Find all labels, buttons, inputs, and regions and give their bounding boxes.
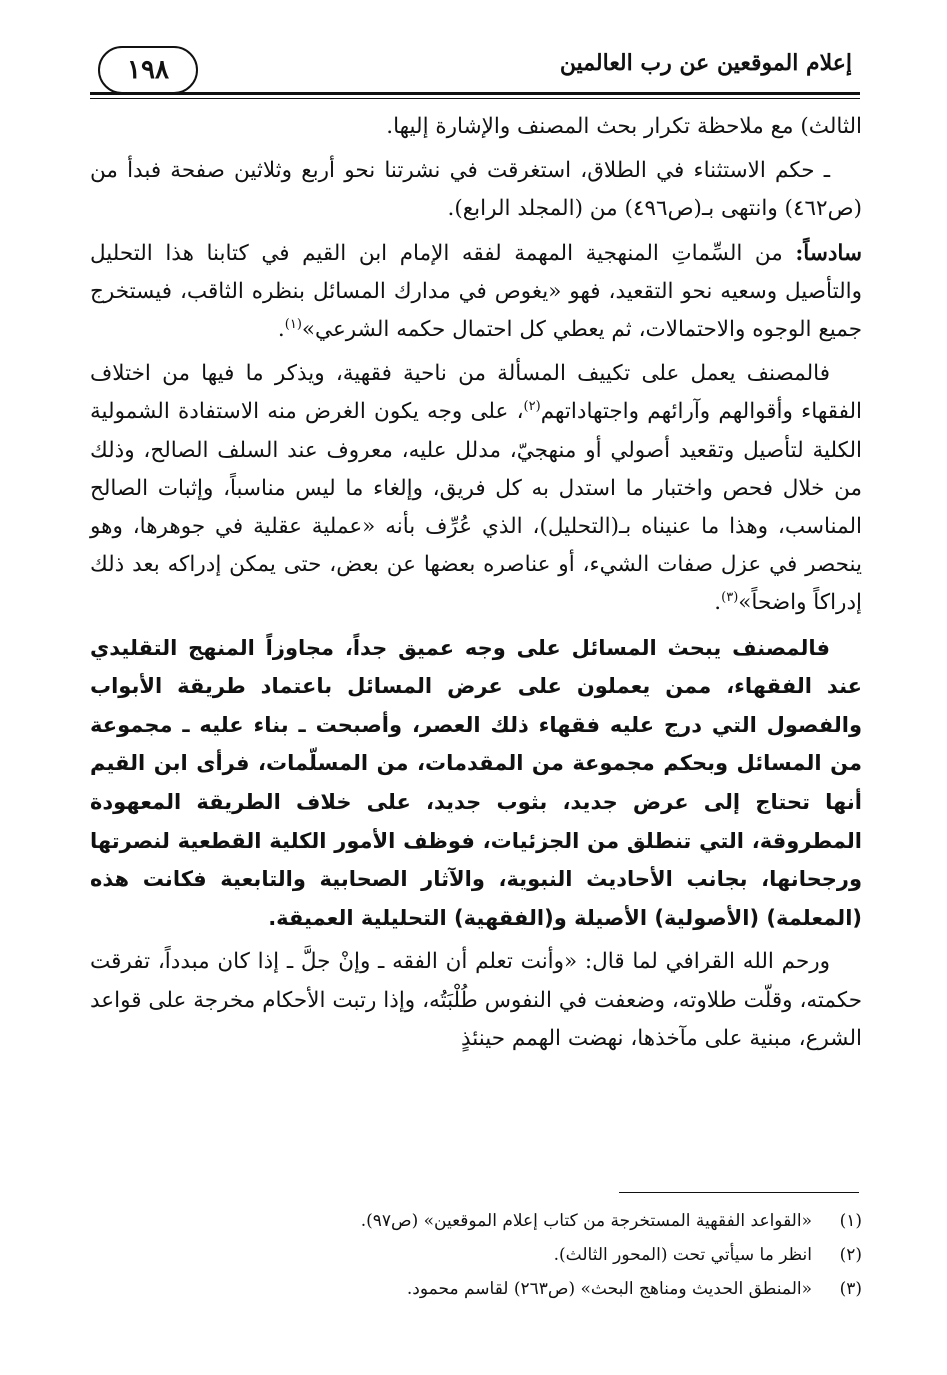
paragraph-tail: . xyxy=(714,590,722,616)
footnote-text: «القواعد الفقهية المستخرجة من كتاب إعلام الموقعين» (ص٩٧). xyxy=(360,1211,812,1231)
footnote-divider xyxy=(619,1192,859,1193)
footnote-number: (١) xyxy=(839,1211,862,1231)
header-rule-thick xyxy=(90,92,860,95)
header-rule-thin xyxy=(90,98,860,99)
footnote-text: «المنطق الحديث ومناهج البحث» (ص٢٦٣) لقاسم محمود. xyxy=(406,1279,812,1299)
paragraph-text: فالمصنف يبحث المسائل على وجه عميق جداً، مجاوزاً المنهج التقليدي عند الفقهاء، ممن يعملون على عرض المسائل باعتماد طريقة الأبواب والفصول التي درج عليه فقهاء ذلك العصر، وأصبحت ـ بناء عليه ـ مجموعة من المسائل وبحكم مجموعة من المقدمات، من المسلّمات، فرأى ابن القيم أنها تحتاج إلى عرض جديد، بثوب جديد، على خلاف الطريقة المعهودة المطروقة، التي تنطلق من الجزئيات، فوظف الأمور الكلية القطعية لنصرتها ورجحانها، بجانب الأحاديث النبوية، والآثار الصحابية والتابعية فكانت هذه (المعلمة) (الأصولية) الأصيلة و(الفقهية) التحليلية العميقة. xyxy=(90,635,862,930)
footnotes xyxy=(90,1204,862,1306)
paragraph-text: الثالث) مع ملاحظة تكرار بحث المصنف والإشارة إليها. xyxy=(386,114,862,139)
paragraph xyxy=(90,355,862,622)
page-number: ١٩٨ xyxy=(98,46,198,94)
footnote xyxy=(90,1238,862,1272)
footnote-ref: (٢) xyxy=(523,399,541,415)
footnote-ref: (١) xyxy=(284,316,302,332)
paragraph-tail: . xyxy=(277,317,285,343)
paragraph xyxy=(90,943,862,1058)
paragraph-text: ، على وجه يكون الغرض منه الاستفادة الشمولية الكلية لتأصيل وتقعيد أصولي أو منهجيّ، مدلل عليه، معروف عند السلف الصالح، وذلك من خلال فحص واختبار ما استدل به كل فريق، وإلغاء ما ليس مناسباً، وإثبات الصالح المناسب، وهذا ما عنيناه بـ(التحليل)، الذي عُرِّف بأنه «عملية عقلية في جوهرها، وهو ينحصر في عزل صفات الشيء، أو عناصره بعضها عن بعض، حتى يمكن إدراكه بعد ذلك إدراكاً واضحاً» xyxy=(90,399,862,616)
footnote-number: (٢) xyxy=(839,1245,862,1265)
paragraph xyxy=(90,152,862,228)
footnote-ref: (٣) xyxy=(721,590,739,606)
section-lead: سادساً: xyxy=(795,240,862,266)
running-header xyxy=(90,40,860,100)
footnote xyxy=(90,1272,862,1306)
paragraph-text: فالمصنف يعمل على تكييف المسألة من ناحية فقهية، ويذكر ما فيها من اختلاف الفقهاء وأقوالهم وآرائهم واجتهاداتهم xyxy=(90,361,862,425)
paragraph-text: من السِّماتِ المنهجية المهمة لفقه الإمام ابن القيم في كتابنا هذا التحليل والتأصيل وسعيه نحو التقعيد، فهو «يغوص في مدارك المسائل بنظره الثاقب، فيستخرج جميع الوجوه والاحتمالات، ثم يعطي كل احتمال حكمه الشرعي» xyxy=(90,240,862,343)
paragraph-text: ورحم الله القرافي لما قال: «وأنت تعلم أن الفقه ـ وإنْ جلَّ ـ إذا كان مبدداً، تفرقت حكمته، وقلّت طلاوته، وضعفت في النفوس طُلْبَتُه، وإذا رتبت الأحكام مخرجة على قواعد الشرع، مبنية على مآخذها، نهضت الهمم حينئذٍ xyxy=(90,949,862,1051)
paragraph xyxy=(90,235,862,350)
header-title: إعلام الموقعين عن رب العالمين xyxy=(559,50,852,76)
footnote-number: (٣) xyxy=(839,1279,862,1299)
paragraph-text: ـ حكم الاستثناء في الطلاق، استغرقت في نشرتنا نحو أربع وثلاثين صفحة فبدأ من (ص٤٦٢) وانتهى بـ(ص٤٩٦) من (المجلد الرابع). xyxy=(90,158,862,222)
paragraph xyxy=(90,108,862,146)
footnote xyxy=(90,1204,862,1238)
paragraph-bold xyxy=(90,629,862,938)
footnote-text: انظر ما سيأتي تحت (المحور الثالث). xyxy=(553,1245,812,1265)
main-text xyxy=(90,108,862,1064)
